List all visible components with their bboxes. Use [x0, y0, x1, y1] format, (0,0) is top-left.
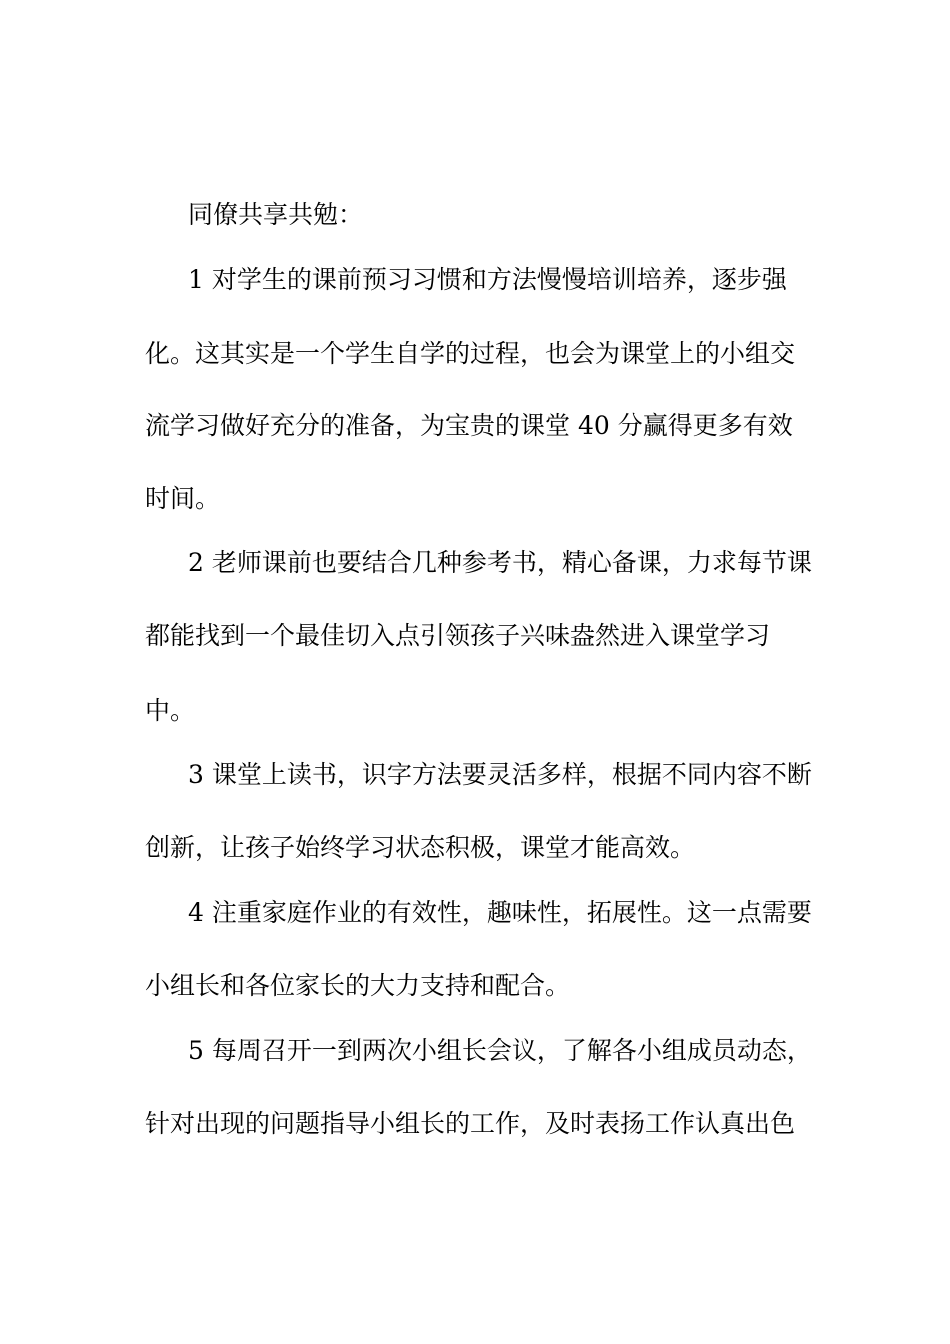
paragraph-line: 2 老师课前也要结合几种参考书，精心备课，力求每节课 — [188, 548, 812, 577]
paragraph-line: 创新，让孩子始终学习状态积极，课堂才能高效。 — [145, 833, 696, 862]
paragraph-line: 4 注重家庭作业的有效性，趣味性，拓展性。这一点需要 — [188, 898, 812, 927]
document-heading: 同僚共享共勉： — [188, 200, 364, 229]
paragraph-line: 化。这其实是一个学生自学的过程，也会为课堂上的小组交 — [145, 339, 796, 368]
paragraph-line: 都能找到一个最佳切入点引领孩子兴味盎然进入课堂学习 — [145, 621, 771, 650]
paragraph-line: 针对出现的问题指导小组长的工作，及时表扬工作认真出色 — [145, 1109, 796, 1138]
paragraph-line: 中。 — [145, 696, 196, 725]
paragraph-line: 5 每周召开一到两次小组长会议，了解各小组成员动态， — [188, 1036, 812, 1065]
paragraph-line: 1 对学生的课前预习习惯和方法慢慢培训培养，逐步强 — [188, 265, 787, 294]
paragraph-line: 小组长和各位家长的大力支持和配合。 — [145, 971, 571, 1000]
paragraph-line: 时间。 — [145, 484, 221, 513]
paragraph-line: 3 课堂上读书，识字方法要灵活多样，根据不同内容不断 — [188, 760, 812, 789]
paragraph-line: 流学习做好充分的准备，为宝贵的课堂 40 分赢得更多有效 — [145, 411, 793, 440]
